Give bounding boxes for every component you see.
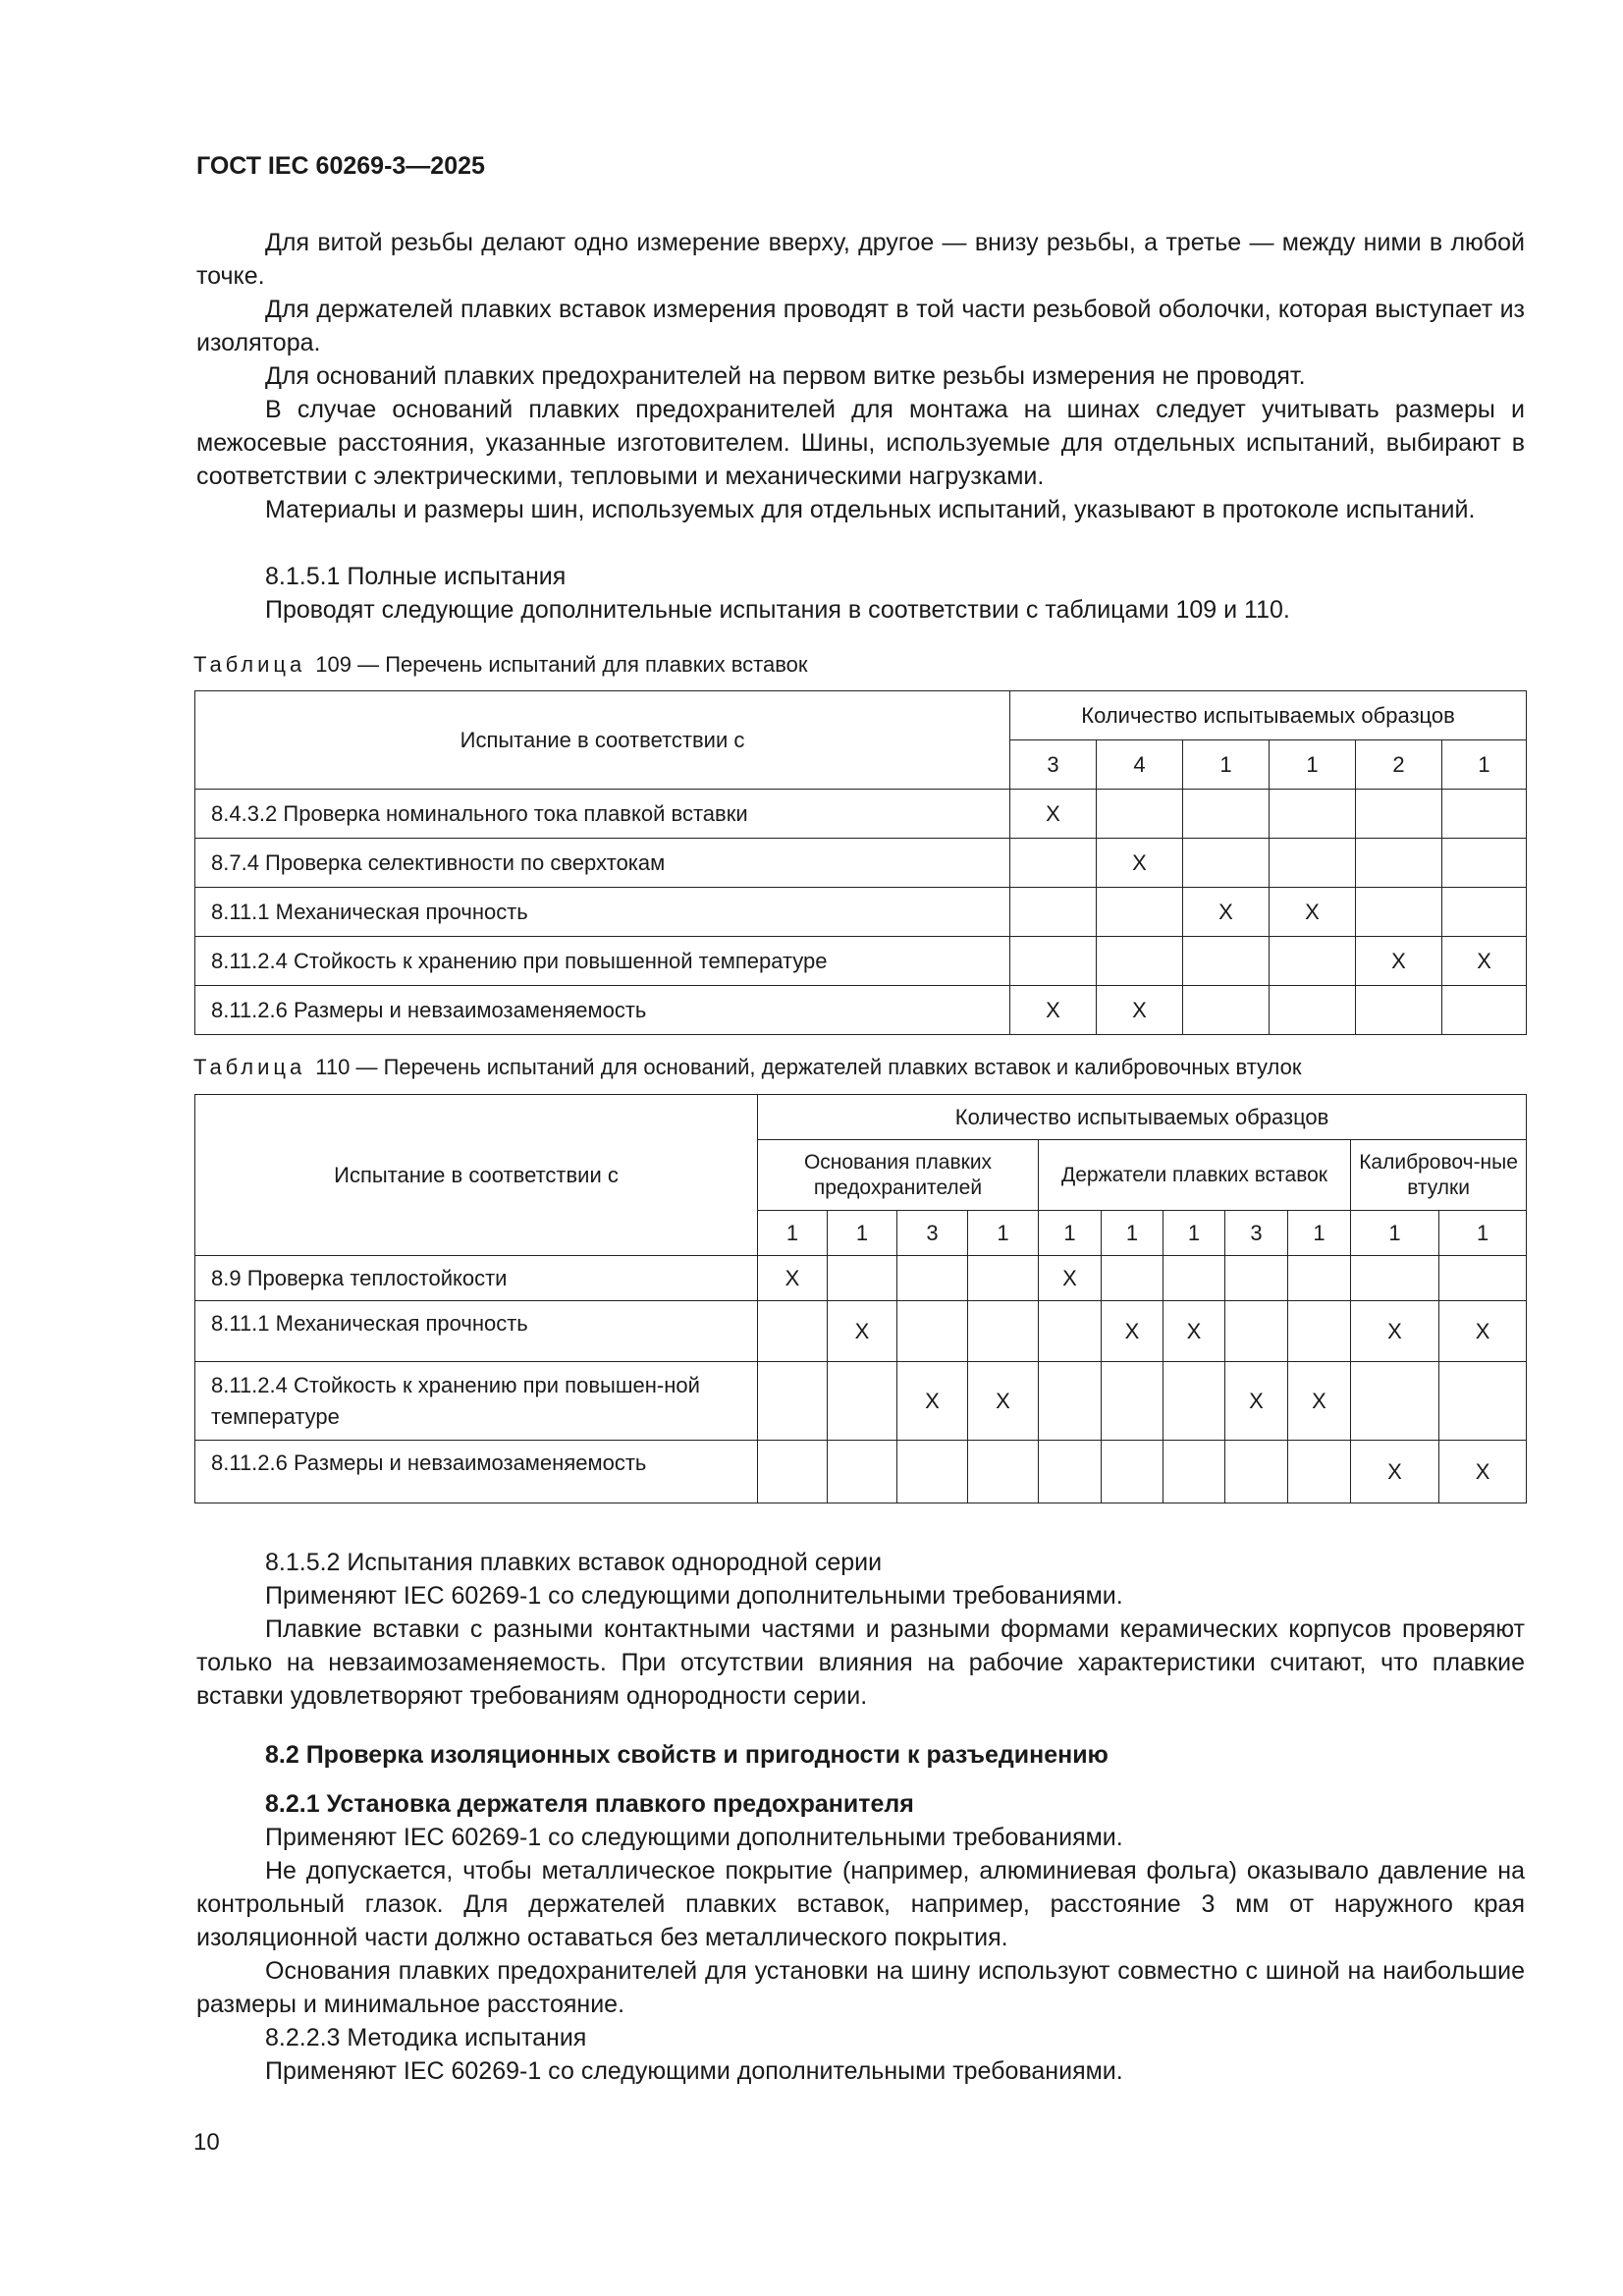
mark-cell (1270, 839, 1356, 888)
qty-cell: 1 (1270, 740, 1356, 790)
page-number: 10 (193, 2129, 220, 2156)
mark-cell (1442, 790, 1527, 839)
mark-cell (1102, 1256, 1163, 1301)
mark-cell (1225, 1441, 1288, 1503)
mark-cell (1183, 839, 1270, 888)
mark-cell (758, 1441, 828, 1503)
mark-cell: X (1351, 1301, 1439, 1362)
paragraph: Материалы и размеры шин, используемых для отдельных испытаний, указывают в протоколе испытаний. (265, 496, 1476, 523)
paragraph: Проводят следующие дополнительные испытания в соответствии с таблицами 109 и 110. (265, 596, 1290, 624)
mark-cell (1097, 790, 1183, 839)
qty-cell: 3 (1225, 1211, 1288, 1256)
section-8-2-1-heading: 8.2.1 Установка держателя плавкого предохранителя (265, 1790, 914, 1818)
table-header-quantity: Количество испытываемых образцов (1010, 691, 1527, 740)
mark-cell (1225, 1256, 1288, 1301)
section-8-2-2-3-heading: 8.2.2.3 Методика испытания (265, 2024, 587, 2051)
mark-cell (1442, 839, 1527, 888)
mark-cell (1163, 1441, 1225, 1503)
mark-cell: X (1439, 1301, 1527, 1362)
mark-cell (1356, 986, 1442, 1035)
mark-cell (1351, 1256, 1439, 1301)
mark-cell (1102, 1441, 1163, 1503)
paragraph: Для оснований плавких предохранителей на первом витке резьбы измерения не проводят. (265, 362, 1306, 390)
mark-cell (1439, 1362, 1527, 1441)
group-header-fuse-holders: Держатели плавких вставок (1039, 1140, 1351, 1211)
mark-cell (758, 1362, 828, 1441)
mark-cell (968, 1256, 1039, 1301)
group-header-fuse-bases: Основания плавких предохранителей (758, 1140, 1039, 1211)
mark-cell (1270, 986, 1356, 1035)
mark-cell: X (1288, 1362, 1351, 1441)
qty-cell: 1 (968, 1211, 1039, 1256)
qty-cell: 3 (1010, 740, 1097, 790)
mark-cell (1351, 1362, 1439, 1441)
table-109-caption (193, 652, 808, 678)
paragraph: Плавкие вставки с разными контактными частями и разными формами керамических корпусов проверяют только на невзаимозаменяемость. При отсутствии влияния на рабочие характеристики считают, что плавкие вставки удовлетворяют требованиям однородности серии. (196, 1615, 1525, 1710)
paragraph: Применяют IEC 60269-1 со следующими дополнительными требованиями. (265, 1824, 1123, 1851)
mark-cell: X (968, 1362, 1039, 1441)
mark-cell: X (828, 1301, 897, 1362)
qty-cell: 2 (1356, 740, 1442, 790)
mark-cell (1356, 888, 1442, 937)
section-8-1-5-1-heading: 8.1.5.1 Полные испытания (265, 563, 567, 590)
mark-cell (897, 1256, 968, 1301)
row-label: 8.9 Проверка теплостойкости (195, 1256, 758, 1301)
qty-cell: 4 (1097, 740, 1183, 790)
paragraph: В случае оснований плавких предохранителей для монтажа на шинах следует учитывать размеры и межосевые расстояния, указанные изготовителем. Шины, используемые для отдельных испытаний, выбирают в соответствии с электрическими, тепловыми и механическими нагрузками. (196, 396, 1525, 490)
table-row (195, 1362, 1527, 1441)
mark-cell (1102, 1362, 1163, 1441)
mark-cell (1356, 790, 1442, 839)
row-label: 8.11.2.4 Стойкость к хранению при повышен-ной температуре (195, 1362, 758, 1441)
mark-cell (1288, 1301, 1351, 1362)
mark-cell (1442, 888, 1527, 937)
qty-cell: 1 (1163, 1211, 1225, 1256)
paragraph: Для держателей плавких вставок измерения проводят в той части резьбовой оболочки, которая выступает из изолятора. (196, 296, 1525, 356)
mark-cell (1097, 937, 1183, 986)
paragraph: Основания плавких предохранителей для установки на шину используют совместно с шиной на наибольшие размеры и минимальное расстояние. (196, 1957, 1525, 2018)
mark-cell: X (1439, 1441, 1527, 1503)
paragraph: Для витой резьбы делают одно измерение вверху, другое — внизу резьбы, а третье — между ними в любой точке. (196, 229, 1525, 290)
mark-cell (1288, 1256, 1351, 1301)
mark-cell (1010, 937, 1097, 986)
row-label: 8.11.1 Механическая прочность (195, 888, 1010, 937)
mark-cell (1356, 839, 1442, 888)
mark-cell (1439, 1256, 1527, 1301)
mark-cell (1270, 790, 1356, 839)
mark-cell (1039, 1441, 1102, 1503)
mark-cell: X (1097, 839, 1183, 888)
qty-cell: 1 (1351, 1211, 1439, 1256)
mark-cell (828, 1256, 897, 1301)
mark-cell (1442, 986, 1527, 1035)
qty-cell: 1 (1039, 1211, 1102, 1256)
paragraph: Применяют IEC 60269-1 со следующими дополнительными требованиями. (265, 2057, 1123, 2085)
table-header-test: Испытание в соответствии с (195, 691, 1010, 790)
table-row (195, 1301, 1527, 1362)
table-header-test: Испытание в соответствии с (195, 1095, 758, 1256)
qty-cell: 3 (897, 1211, 968, 1256)
mark-cell (968, 1441, 1039, 1503)
table-caption-text: 110 — Перечень испытаний для оснований, держателей плавких вставок и калибровочных втулок (315, 1055, 1302, 1079)
mark-cell (1288, 1441, 1351, 1503)
table-caption-text: 109 — Перечень испытаний для плавких вставок (315, 652, 808, 677)
mark-cell: X (1010, 986, 1097, 1035)
mark-cell: X (1356, 937, 1442, 986)
table-row (195, 1256, 1527, 1301)
row-label: 8.4.3.2 Проверка номинального тока плавкой вставки (195, 790, 1010, 839)
row-label: 8.7.4 Проверка селективности по сверхтокам (195, 839, 1010, 888)
row-label: 8.11.2.6 Размеры и невзаимозаменяемость (195, 1441, 758, 1503)
mark-cell (1183, 790, 1270, 839)
mark-cell (1183, 986, 1270, 1035)
table-row (195, 888, 1527, 937)
mark-cell (897, 1441, 968, 1503)
table-row (195, 937, 1527, 986)
mark-cell (897, 1301, 968, 1362)
mark-cell (828, 1441, 897, 1503)
mark-cell (968, 1301, 1039, 1362)
mark-cell: X (1163, 1301, 1225, 1362)
table-110-caption (193, 1055, 1302, 1080)
qty-cell: 1 (1102, 1211, 1163, 1256)
table-110 (194, 1094, 1527, 1503)
table-caption-word: Таблица (193, 652, 306, 677)
document-header: ГОСТ IEC 60269-3—2025 (196, 152, 485, 180)
mark-cell: X (1010, 790, 1097, 839)
row-label: 8.11.2.6 Размеры и невзаимозаменяемость (195, 986, 1010, 1035)
qty-cell: 1 (1183, 740, 1270, 790)
mark-cell (1010, 839, 1097, 888)
mark-cell: X (1039, 1256, 1102, 1301)
table-row (195, 839, 1527, 888)
mark-cell: X (1442, 937, 1527, 986)
qty-cell: 1 (1442, 740, 1527, 790)
mark-cell: X (1225, 1362, 1288, 1441)
table-109 (194, 690, 1527, 1035)
row-label: 8.11.1 Механическая прочность (195, 1301, 758, 1362)
paragraph: Не допускается, чтобы металлическое покрытие (например, алюминиевая фольга) оказывало давление на контрольный глазок. Для держателей плавких вставок, например, расстояние 3 мм от наружного края изоляционной части должно оставаться без металлического покрытия. (196, 1857, 1525, 1951)
mark-cell (1270, 937, 1356, 986)
group-header-gauge-sleeves: Калибровоч-ные втулки (1351, 1140, 1527, 1211)
mark-cell (1183, 937, 1270, 986)
mark-cell (1225, 1301, 1288, 1362)
mark-cell: X (1270, 888, 1356, 937)
qty-cell: 1 (1288, 1211, 1351, 1256)
row-label: 8.11.2.4 Стойкость к хранению при повышенной температуре (195, 937, 1010, 986)
mark-cell (1039, 1362, 1102, 1441)
mark-cell: X (897, 1362, 968, 1441)
mark-cell: X (758, 1256, 828, 1301)
mark-cell (1097, 888, 1183, 937)
section-8-1-5-2-heading: 8.1.5.2 Испытания плавких вставок однородной серии (265, 1549, 883, 1576)
qty-cell: 1 (828, 1211, 897, 1256)
qty-cell: 1 (758, 1211, 828, 1256)
mark-cell (828, 1362, 897, 1441)
section-8-2-heading: 8.2 Проверка изоляционных свойств и пригодности к разъединению (265, 1741, 1109, 1769)
mark-cell (1163, 1362, 1225, 1441)
table-row (195, 790, 1527, 839)
mark-cell (1010, 888, 1097, 937)
mark-cell: X (1183, 888, 1270, 937)
qty-cell: 1 (1439, 1211, 1527, 1256)
mark-cell: X (1102, 1301, 1163, 1362)
mark-cell: X (1097, 986, 1183, 1035)
mark-cell (1039, 1301, 1102, 1362)
mark-cell (1163, 1256, 1225, 1301)
paragraph: Применяют IEC 60269-1 со следующими дополнительными требованиями. (265, 1582, 1123, 1610)
table-row (195, 1441, 1527, 1503)
mark-cell (758, 1301, 828, 1362)
table-header-quantity: Количество испытываемых образцов (758, 1095, 1527, 1140)
mark-cell: X (1351, 1441, 1439, 1503)
table-caption-word: Таблица (193, 1055, 306, 1079)
table-row (195, 986, 1527, 1035)
